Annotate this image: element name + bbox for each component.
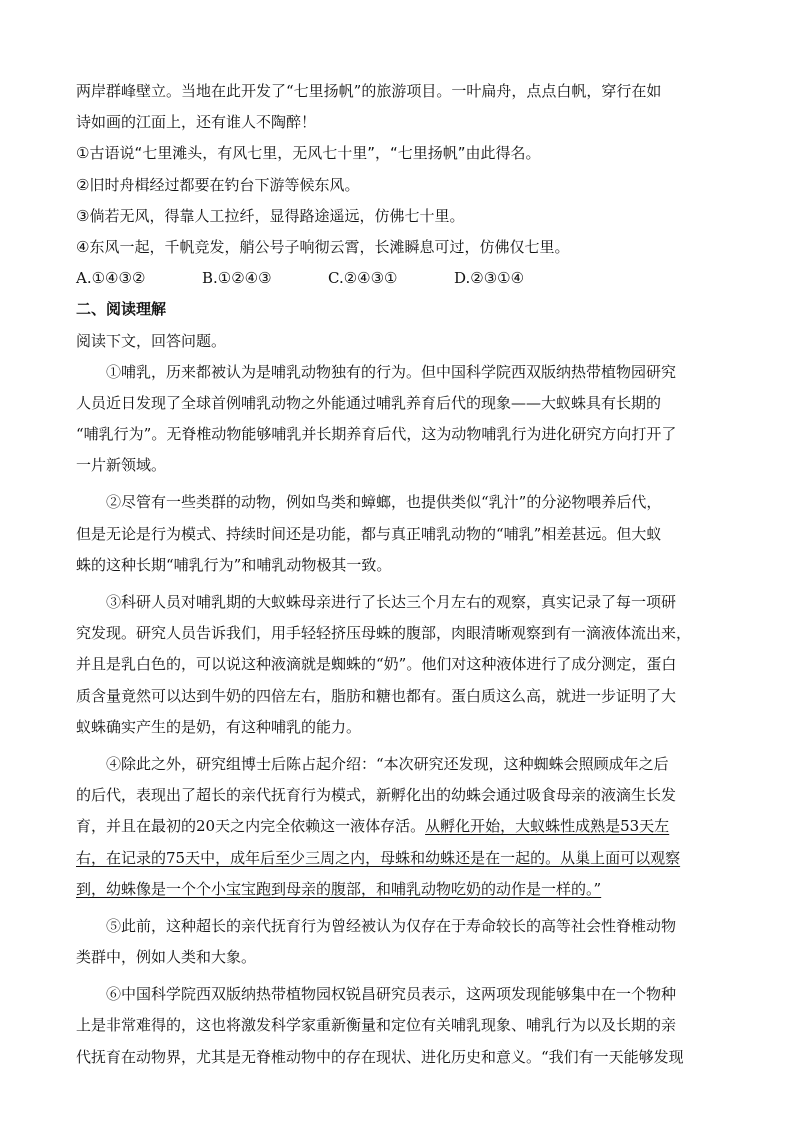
paragraph-line: 并且是乳白色的，可以说这种液滴就是蜘蛛的“奶”。他们对这种液体进行了成分测定，蛋白	[76, 655, 677, 674]
paragraph-line: “哺乳行为”。无脊椎动物能够哺乳并长期养育后代，这为动物哺乳行为进化研究方向打开了	[76, 425, 677, 444]
underlined-line: 右，在记录的75天中，成年后至少三周之内，母蛛和幼蛛还是在一起的。从巢上面可以观察	[76, 848, 681, 867]
plain-text: 育，并且在最初的20天之内完全依赖这一液体存活。	[76, 817, 426, 836]
paragraph-1	[76, 357, 721, 482]
option-b: B.①②④③	[202, 269, 272, 288]
paragraph-line: ④除此之外，研究组博士后陈占起介绍：“本次研究还发现，这种蜘蛛会照顾成年之后	[106, 754, 669, 773]
paragraph-line	[76, 811, 721, 842]
paragraph-line: ①哺乳，历来都被认为是哺乳动物独有的行为。但中国科学院西双版纳热带植物园研究	[106, 362, 677, 381]
paragraph-line: 蚁蛛确实产生的是奶，有这种哺乳的能力。	[76, 717, 362, 736]
paragraph-2	[76, 487, 721, 581]
option-d: D.②③①④	[454, 269, 525, 288]
sentence-item: ②旧时舟楫经过都要在钓台下游等候东风。	[76, 175, 360, 194]
paragraph-3	[76, 587, 721, 743]
paragraph-line: ②尽管有一些类群的动物，例如鸟类和蟑螂，也提供类似“乳汁”的分泌物喂养后代，	[106, 493, 662, 512]
section-instruction: 阅读下文，回答问题。	[76, 331, 227, 350]
paragraph-line: ⑥中国科学院西双版纳热带植物园权锐昌研究员表示，这两项发现能够集中在一个物种	[106, 985, 677, 1004]
paragraph-line: 上是非常难得的，这也将激发科学家重新衡量和定位有关哺乳现象、哺乳行为以及长期的亲	[76, 1016, 677, 1035]
page-content	[76, 76, 721, 1073]
underlined-line: 到，幼蛛像是一个个小宝宝跑到母亲的腹部，和哺乳动物吃奶的动作是一样的。”	[76, 879, 602, 898]
sentence-item: ①古语说“七里滩头，有风七里，无风七十里”，“七里扬帆”由此得名。	[76, 144, 541, 163]
paragraph-line: 人员近日发现了全球首例哺乳动物之外能通过哺乳养育后代的现象——大蚁蛛具有长期的	[76, 393, 662, 412]
sentence-item: ④东风一起，千帆竞发，艄公号子响彻云霄，长滩瞬息可过，仿佛仅七里。	[76, 237, 570, 256]
paragraph-6	[76, 979, 721, 1073]
answer-options	[76, 263, 721, 294]
paragraph-line: 代抚育在动物界，尤其是无脊椎动物中的存在现状、进化历史和意义。“我们有一天能够发现	[76, 1047, 684, 1066]
paragraph-line: ③科研人员对哺乳期的大蚁蛛母亲进行了长达三个月左右的观察，真实记录了每一项研	[106, 593, 677, 611]
paragraph-line: 质含量竟然可以达到牛奶的四倍左右，脂肪和糖也都有。蛋白质这么高，就进一步证明了大	[76, 686, 677, 705]
sentence-item: ③倘若无风，得靠人工拉纤，显得路途遥远，仿佛七十里。	[76, 206, 465, 225]
paragraph-line: 的后代，表现出了超长的亲代抚育行为模式，新孵化出的幼蛛会通过吸食母亲的液滴生长发	[76, 786, 677, 805]
paragraph-line: ⑤此前，这种超长的亲代抚育行为曾经被认为仅存在于寿命较长的高等社会性脊椎动物	[106, 916, 677, 935]
paragraph-line: 究发现。研究人员告诉我们，用手轻轻挤压母蛛的腹部，肉眼清晰观察到有一滴液体流出来，	[76, 624, 692, 643]
continuation-line: 两岸群峰壁立。当地在此开发了“七里扬帆”的旅游项目。一叶扁舟，点点白帆，穿行在如	[76, 82, 662, 100]
section-title: 二、阅读理解	[76, 300, 167, 319]
continuation-line: 诗如画的江面上，还有谁人不陶醉！	[76, 113, 317, 132]
paragraph-line: 类群中，例如人类和大象。	[76, 948, 257, 967]
paragraph-5	[76, 911, 721, 973]
paragraph-line: 一片新领域。	[76, 456, 167, 475]
option-c: C.②④③①	[328, 269, 398, 288]
paragraph-line: 蛛的这种长期“哺乳行为”和哺乳动物极其一致。	[76, 555, 392, 574]
underlined-text: 从孵化开始，大蚁蛛性成熟是53天左	[425, 817, 670, 836]
paragraph-line: 但是无论是行为模式、持续时间还是功能，都与真正哺乳动物的“哺乳”相差甚远。但大蚁	[76, 524, 662, 543]
option-a: A.①④③②	[76, 269, 146, 288]
paragraph-4	[76, 749, 721, 905]
